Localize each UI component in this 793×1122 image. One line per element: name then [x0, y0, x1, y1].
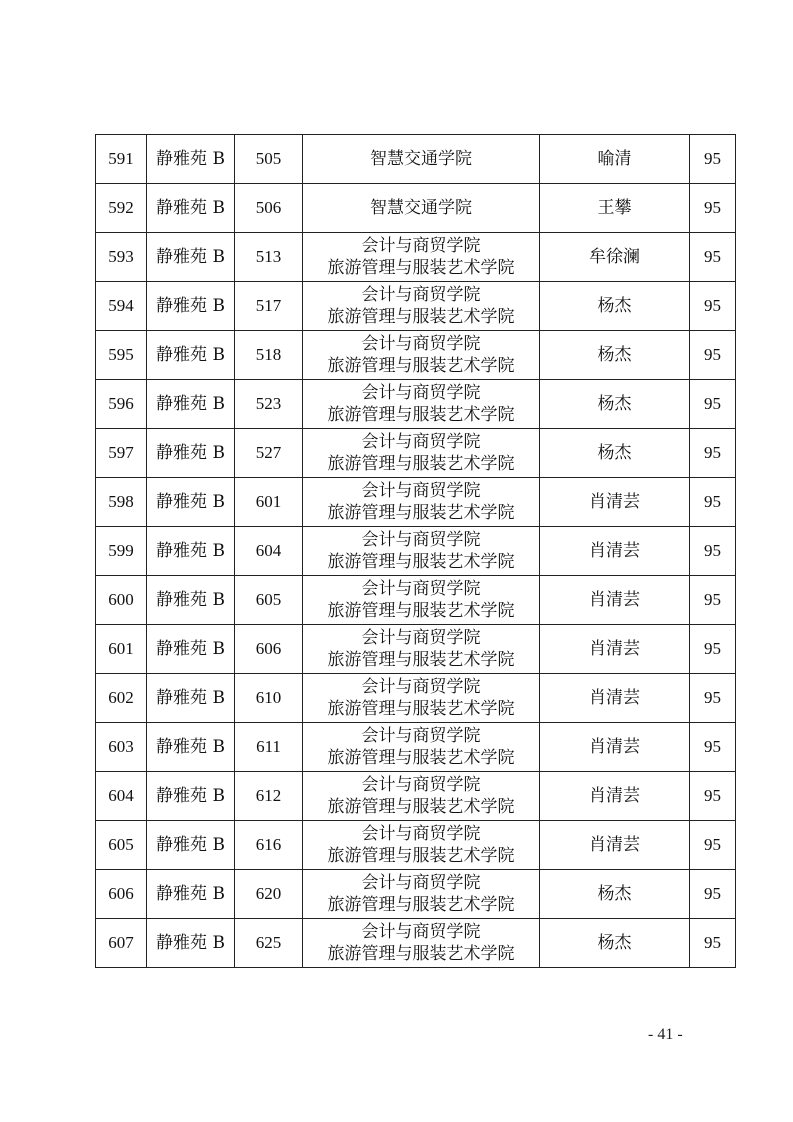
row-number-cell: 607	[96, 919, 147, 968]
department-cell	[303, 282, 540, 331]
score-cell: 95	[690, 870, 736, 919]
department-line: 智慧交通学院	[370, 198, 472, 218]
table-row	[96, 282, 736, 331]
building-cell: 静雅苑 B	[147, 331, 235, 380]
score-cell: 95	[690, 674, 736, 723]
room-cell: 616	[235, 821, 303, 870]
department-line: 会计与商贸学院	[361, 922, 481, 942]
building-cell: 静雅苑 B	[147, 527, 235, 576]
score-cell: 95	[690, 233, 736, 282]
department-cell	[303, 233, 540, 282]
person-cell: 肖清芸	[540, 674, 690, 723]
person-cell: 喻清	[540, 135, 690, 184]
department-line: 会计与商贸学院	[361, 677, 481, 697]
department-cell	[303, 919, 540, 968]
department-cell	[303, 380, 540, 429]
person-cell: 王攀	[540, 184, 690, 233]
department-cell	[303, 821, 540, 870]
building-cell: 静雅苑 B	[147, 625, 235, 674]
department-cell	[303, 478, 540, 527]
room-cell: 611	[235, 723, 303, 772]
score-cell: 95	[690, 527, 736, 576]
score-cell: 95	[690, 919, 736, 968]
person-cell: 肖清芸	[540, 772, 690, 821]
row-number-cell: 596	[96, 380, 147, 429]
row-number-cell: 600	[96, 576, 147, 625]
score-cell: 95	[690, 821, 736, 870]
department-line: 会计与商贸学院	[361, 530, 481, 550]
room-cell: 601	[235, 478, 303, 527]
table-row	[96, 429, 736, 478]
building-cell: 静雅苑 B	[147, 870, 235, 919]
person-cell: 肖清芸	[540, 821, 690, 870]
department-line: 旅游管理与服装艺术学院	[327, 601, 515, 621]
row-number-cell: 606	[96, 870, 147, 919]
table-row	[96, 380, 736, 429]
department-line: 旅游管理与服装艺术学院	[327, 356, 515, 376]
table-row	[96, 233, 736, 282]
department-line: 会计与商贸学院	[361, 432, 481, 452]
department-line: 会计与商贸学院	[361, 873, 481, 893]
department-line: 会计与商贸学院	[361, 579, 481, 599]
room-cell: 605	[235, 576, 303, 625]
department-line: 旅游管理与服装艺术学院	[327, 797, 515, 817]
room-cell: 523	[235, 380, 303, 429]
room-cell: 606	[235, 625, 303, 674]
person-cell: 肖清芸	[540, 527, 690, 576]
department-line: 旅游管理与服装艺术学院	[327, 552, 515, 572]
building-cell: 静雅苑 B	[147, 821, 235, 870]
building-cell: 静雅苑 B	[147, 919, 235, 968]
department-line: 会计与商贸学院	[361, 824, 481, 844]
department-cell	[303, 870, 540, 919]
row-number-cell: 604	[96, 772, 147, 821]
room-cell: 612	[235, 772, 303, 821]
department-line: 会计与商贸学院	[361, 726, 481, 746]
department-line: 旅游管理与服装艺术学院	[327, 846, 515, 866]
score-cell: 95	[690, 380, 736, 429]
table-body	[96, 135, 736, 968]
building-cell: 静雅苑 B	[147, 233, 235, 282]
department-line: 会计与商贸学院	[361, 334, 481, 354]
department-line: 旅游管理与服装艺术学院	[327, 307, 515, 327]
page-number: - 41 -	[648, 1026, 683, 1043]
department-cell	[303, 527, 540, 576]
department-cell	[303, 772, 540, 821]
table-row	[96, 674, 736, 723]
building-cell: 静雅苑 B	[147, 478, 235, 527]
row-number-cell: 593	[96, 233, 147, 282]
department-line: 会计与商贸学院	[361, 628, 481, 648]
room-cell: 604	[235, 527, 303, 576]
department-line: 旅游管理与服装艺术学院	[327, 258, 515, 278]
score-cell: 95	[690, 282, 736, 331]
person-cell: 杨杰	[540, 380, 690, 429]
room-cell: 513	[235, 233, 303, 282]
department-line: 旅游管理与服装艺术学院	[327, 895, 515, 915]
person-cell: 杨杰	[540, 429, 690, 478]
table-row	[96, 821, 736, 870]
building-cell: 静雅苑 B	[147, 576, 235, 625]
person-cell: 杨杰	[540, 331, 690, 380]
dormitory-score-table	[95, 134, 736, 968]
table-row	[96, 184, 736, 233]
department-line: 会计与商贸学院	[361, 383, 481, 403]
building-cell: 静雅苑 B	[147, 135, 235, 184]
department-line: 会计与商贸学院	[361, 481, 481, 501]
building-cell: 静雅苑 B	[147, 772, 235, 821]
department-line: 旅游管理与服装艺术学院	[327, 699, 515, 719]
person-cell: 肖清芸	[540, 723, 690, 772]
department-line: 旅游管理与服装艺术学院	[327, 503, 515, 523]
table-row	[96, 919, 736, 968]
room-cell: 610	[235, 674, 303, 723]
room-cell: 620	[235, 870, 303, 919]
row-number-cell: 595	[96, 331, 147, 380]
department-line: 旅游管理与服装艺术学院	[327, 405, 515, 425]
score-cell: 95	[690, 576, 736, 625]
row-number-cell: 594	[96, 282, 147, 331]
table-row	[96, 527, 736, 576]
department-cell	[303, 331, 540, 380]
building-cell: 静雅苑 B	[147, 184, 235, 233]
building-cell: 静雅苑 B	[147, 674, 235, 723]
person-cell: 牟徐澜	[540, 233, 690, 282]
department-line: 智慧交通学院	[370, 149, 472, 169]
row-number-cell: 592	[96, 184, 147, 233]
room-cell: 625	[235, 919, 303, 968]
department-line: 会计与商贸学院	[361, 285, 481, 305]
score-cell: 95	[690, 429, 736, 478]
department-cell	[303, 429, 540, 478]
room-cell: 527	[235, 429, 303, 478]
table-row	[96, 723, 736, 772]
row-number-cell: 603	[96, 723, 147, 772]
department-cell	[303, 625, 540, 674]
person-cell: 肖清芸	[540, 625, 690, 674]
building-cell: 静雅苑 B	[147, 723, 235, 772]
room-cell: 505	[235, 135, 303, 184]
department-line: 旅游管理与服装艺术学院	[327, 650, 515, 670]
building-cell: 静雅苑 B	[147, 429, 235, 478]
row-number-cell: 598	[96, 478, 147, 527]
row-number-cell: 605	[96, 821, 147, 870]
score-cell: 95	[690, 478, 736, 527]
score-cell: 95	[690, 625, 736, 674]
table-row	[96, 576, 736, 625]
table-row	[96, 625, 736, 674]
row-number-cell: 597	[96, 429, 147, 478]
department-line: 旅游管理与服装艺术学院	[327, 748, 515, 768]
person-cell: 肖清芸	[540, 576, 690, 625]
table-row	[96, 135, 736, 184]
score-cell: 95	[690, 331, 736, 380]
score-cell: 95	[690, 723, 736, 772]
building-cell: 静雅苑 B	[147, 282, 235, 331]
department-line: 会计与商贸学院	[361, 775, 481, 795]
score-cell: 95	[690, 135, 736, 184]
row-number-cell: 601	[96, 625, 147, 674]
department-line: 会计与商贸学院	[361, 236, 481, 256]
department-line: 旅游管理与服装艺术学院	[327, 944, 515, 964]
person-cell: 肖清芸	[540, 478, 690, 527]
row-number-cell: 591	[96, 135, 147, 184]
table-row	[96, 478, 736, 527]
score-cell: 95	[690, 184, 736, 233]
building-cell: 静雅苑 B	[147, 380, 235, 429]
department-cell	[303, 184, 540, 233]
department-cell	[303, 674, 540, 723]
row-number-cell: 602	[96, 674, 147, 723]
department-cell	[303, 723, 540, 772]
room-cell: 518	[235, 331, 303, 380]
department-line: 旅游管理与服装艺术学院	[327, 454, 515, 474]
department-cell	[303, 576, 540, 625]
room-cell: 517	[235, 282, 303, 331]
person-cell: 杨杰	[540, 282, 690, 331]
table-row	[96, 870, 736, 919]
person-cell: 杨杰	[540, 919, 690, 968]
department-cell	[303, 135, 540, 184]
table-row	[96, 331, 736, 380]
row-number-cell: 599	[96, 527, 147, 576]
table-row	[96, 772, 736, 821]
room-cell: 506	[235, 184, 303, 233]
score-cell: 95	[690, 772, 736, 821]
person-cell: 杨杰	[540, 870, 690, 919]
